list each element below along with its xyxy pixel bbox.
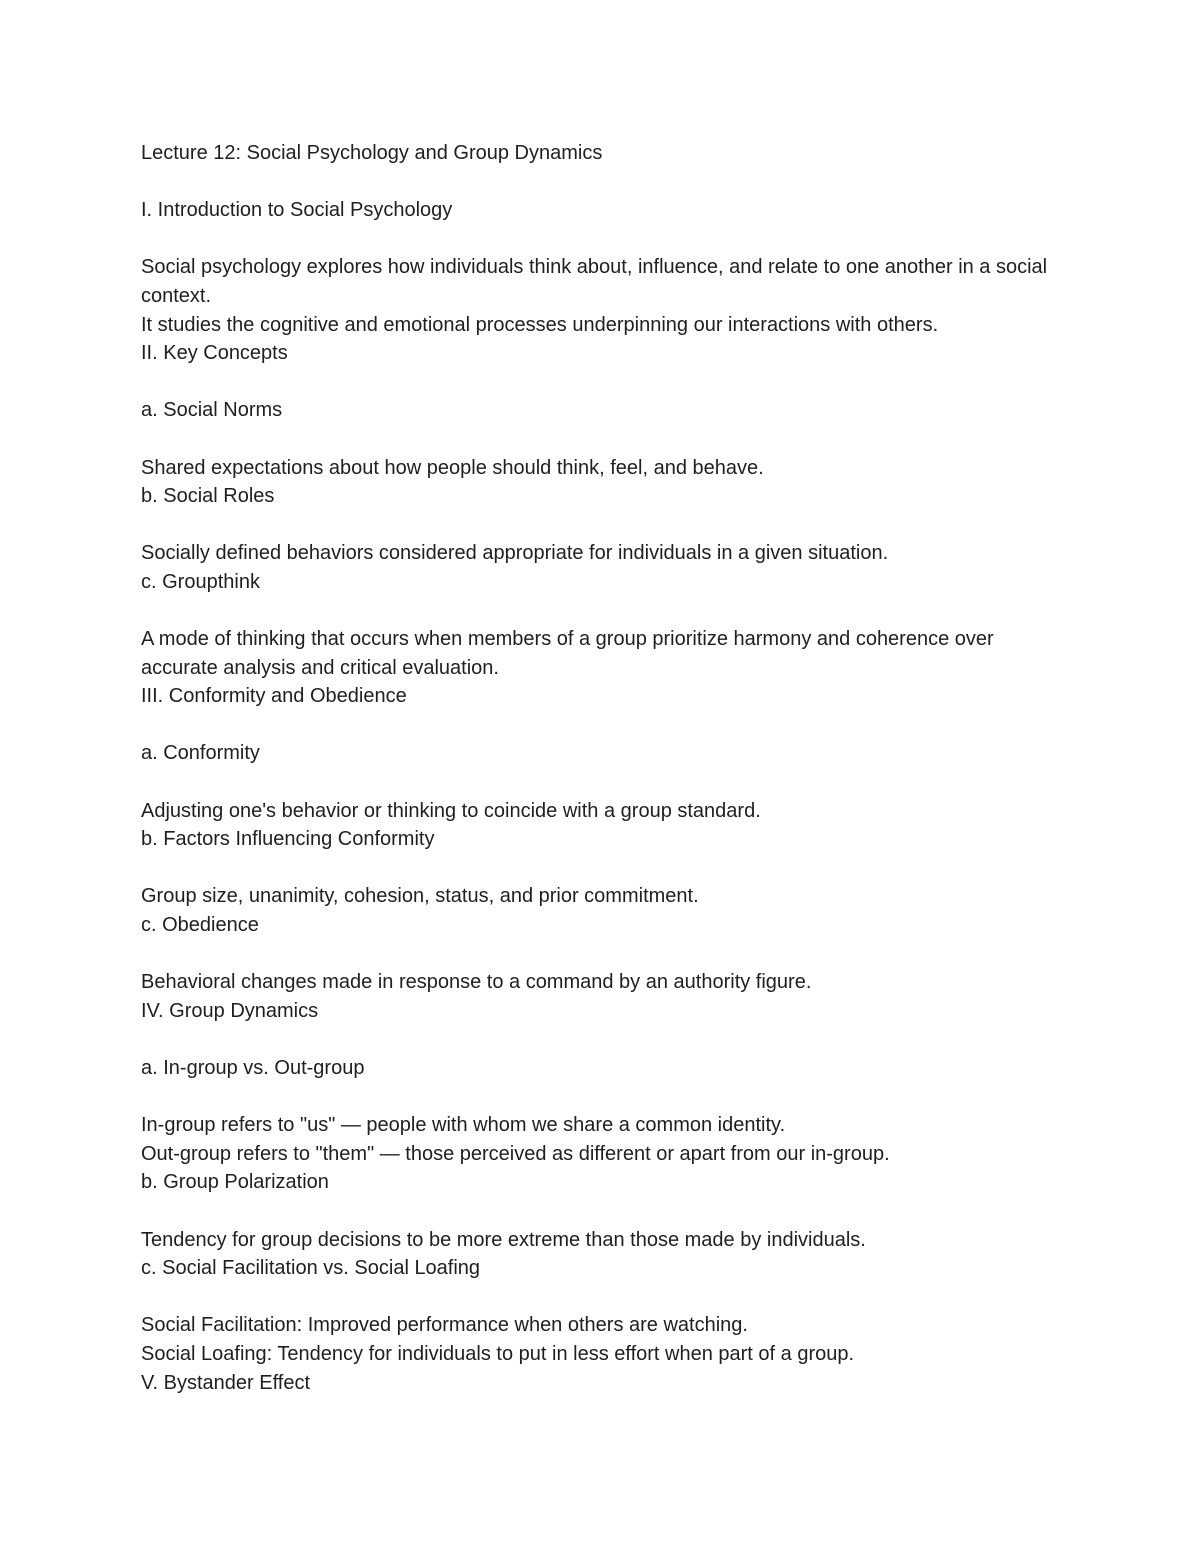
spacer [141,768,1071,797]
subheading-groupthink: c. Groupthink [141,570,260,593]
subheading-facilitation-loafing: c. Social Facilitation vs. Social Loafing [141,1257,481,1280]
paragraph: Tendency for group decisions to be more extreme than those made by individuals. [141,1228,866,1251]
section-heading-key-concepts: II. Key Concepts [141,342,288,365]
subheading-social-roles: b. Social Roles [141,485,275,508]
section-heading-conformity: III. Conformity and Obedience [141,685,407,708]
document-body [141,139,1071,1397]
section-heading-bystander: V. Bystander Effect [141,1371,310,1394]
subheading-social-norms: a. Social Norms [141,399,283,422]
spacer [141,1197,1071,1226]
spacer [141,854,1071,883]
spacer [141,1025,1071,1054]
section-heading-intro: I. Introduction to Social Psychology [141,199,453,222]
paragraph: Adjusting one's behavior or thinking to coincide with a group standard. [141,799,761,822]
paragraph: Group size, unanimity, cohesion, status, and prior commitment. [141,885,699,908]
paragraph: A mode of thinking that occurs when members of a group prioritize harmony and coherence over accurate analysis and critical evaluation. [141,628,1000,679]
subheading-in-out-group: a. In-group vs. Out-group [141,1057,365,1079]
paragraph: Social Facilitation: Improved performance when others are watching. [141,1314,748,1337]
paragraph: Out-group refers to "them" — those perceived as different or apart from our in-group. [141,1142,890,1165]
spacer [141,940,1071,969]
paragraph: Behavioral changes made in response to a command by an authority figure. [141,971,812,994]
spacer [141,1083,1071,1112]
spacer [141,1283,1071,1312]
spacer [141,225,1071,254]
paragraph: In-group refers to "us" — people with whom we share a common identity. [141,1114,786,1137]
spacer [141,368,1071,397]
subheading-conformity: a. Conformity [141,742,260,765]
spacer [141,425,1071,454]
subheading-group-polarization: b. Group Polarization [141,1171,329,1194]
paragraph: Social Loafing: Tendency for individuals to put in less effort when part of a group. [141,1342,855,1365]
paragraph: It studies the cognitive and emotional processes underpinning our interactions with others. [141,313,939,336]
paragraph: Social psychology explores how individuals think about, influence, and relate to one another in a social context. [141,256,1053,307]
section-heading-group-dynamics: IV. Group Dynamics [141,999,319,1022]
spacer [141,168,1071,197]
spacer [141,597,1071,626]
paragraph: Shared expectations about how people should think, feel, and behave. [141,456,764,479]
paragraph: Socially defined behaviors considered appropriate for individuals in a given situation. [141,542,889,565]
subheading-obedience: c. Obedience [141,914,259,937]
spacer [141,511,1071,540]
spacer [141,711,1071,740]
subheading-factors-conformity: b. Factors Influencing Conformity [141,828,435,851]
document-title: Lecture 12: Social Psychology and Group Dynamics [141,142,603,164]
